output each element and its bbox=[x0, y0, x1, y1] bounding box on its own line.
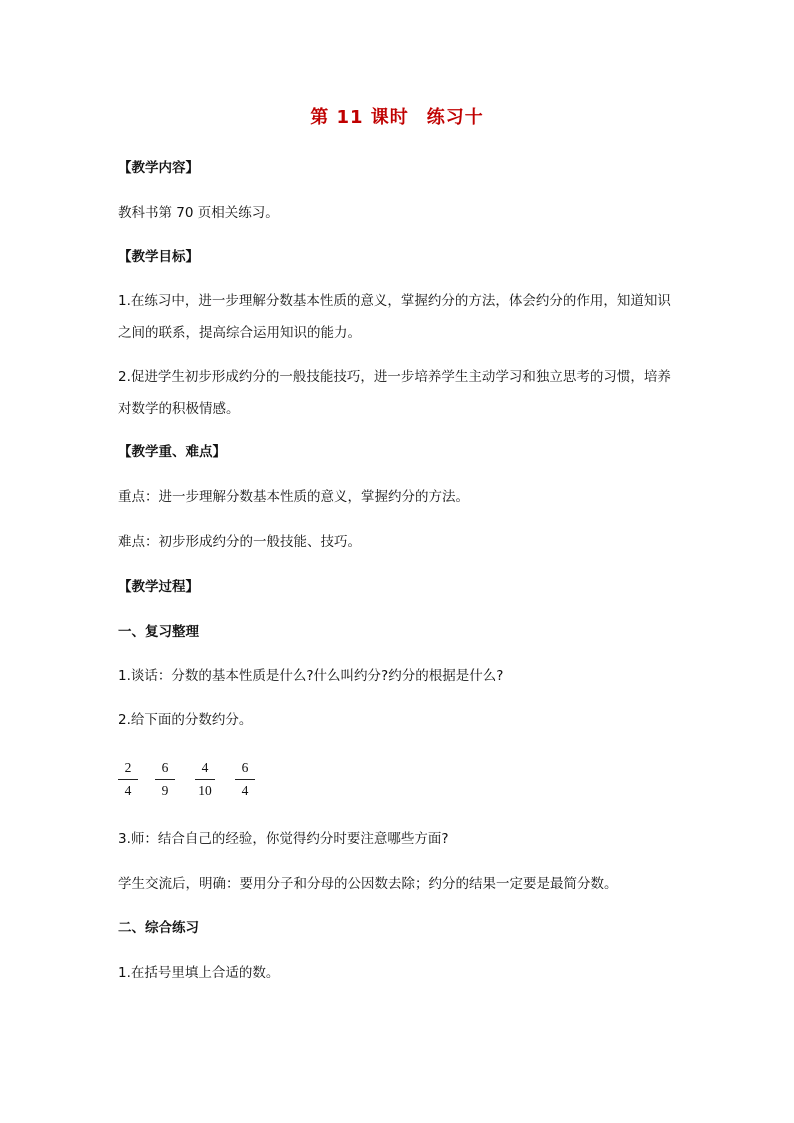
heading-teaching-content: 【教学内容】 bbox=[118, 160, 199, 176]
heading-teaching-process: 【教学过程】 bbox=[118, 579, 199, 595]
lesson-title bbox=[0, 103, 794, 129]
section-2-item-1: 1.在括号里填上合适的数。 bbox=[118, 965, 280, 981]
lesson-name: 练习十 bbox=[426, 107, 484, 128]
goal-1-text: 1.在练习中，进一步理解分数基本性质的意义，掌握约分的方法，体会约分的作用，知道知识之间的联系，提高综合运用知识的能力。 bbox=[118, 293, 671, 341]
key-point-text: 重点：进一步理解分数基本性质的意义，掌握约分的方法。 bbox=[118, 489, 469, 505]
fraction bbox=[235, 758, 255, 801]
fraction bbox=[195, 758, 215, 801]
fraction-denominator: 4 bbox=[241, 783, 249, 798]
fraction-bar bbox=[195, 779, 215, 780]
fraction bbox=[155, 758, 175, 801]
section-1-item-3: 3.师：结合自己的经验，你觉得约分时要注意哪些方面? bbox=[118, 831, 449, 847]
section-1-item-2: 2.给下面的分数约分。 bbox=[118, 712, 253, 728]
fraction-bar bbox=[155, 779, 175, 780]
fraction-numerator: 2 bbox=[124, 760, 132, 775]
fraction-numerator: 4 bbox=[201, 760, 209, 775]
fraction-bar bbox=[118, 779, 138, 780]
section-2-title: 二、综合练习 bbox=[118, 920, 199, 936]
heading-key-difficult: 【教学重、难点】 bbox=[118, 444, 226, 460]
fraction-numerator: 6 bbox=[161, 760, 169, 775]
section-1-item-1: 1.谈话：分数的基本性质是什么?什么叫约分?约分的根据是什么? bbox=[118, 668, 504, 684]
heading-teaching-goals: 【教学目标】 bbox=[118, 249, 199, 265]
fraction-denominator: 10 bbox=[198, 783, 212, 798]
fraction-numerator: 6 bbox=[241, 760, 249, 775]
difficult-point-text: 难点：初步形成约分的一般技能、技巧。 bbox=[118, 534, 361, 550]
fraction-bar bbox=[235, 779, 255, 780]
fraction bbox=[118, 758, 138, 801]
fraction-denominator: 9 bbox=[161, 783, 169, 798]
goal-2-text: 2.促进学生初步形成约分的一般技能技巧，进一步培养学生主动学习和独立思考的习惯，培养对数学的积极情感。 bbox=[118, 369, 671, 417]
teaching-content-text: 教科书第 70 页相关练习。 bbox=[118, 205, 279, 221]
section-1-item-3-answer: 学生交流后，明确：要用分子和分母的公因数去除；约分的结果一定要是最简分数。 bbox=[118, 876, 618, 892]
lesson-number: 第 11 课时 bbox=[310, 107, 409, 128]
section-1-title: 一、复习整理 bbox=[118, 624, 199, 640]
fraction-denominator: 4 bbox=[124, 783, 132, 798]
